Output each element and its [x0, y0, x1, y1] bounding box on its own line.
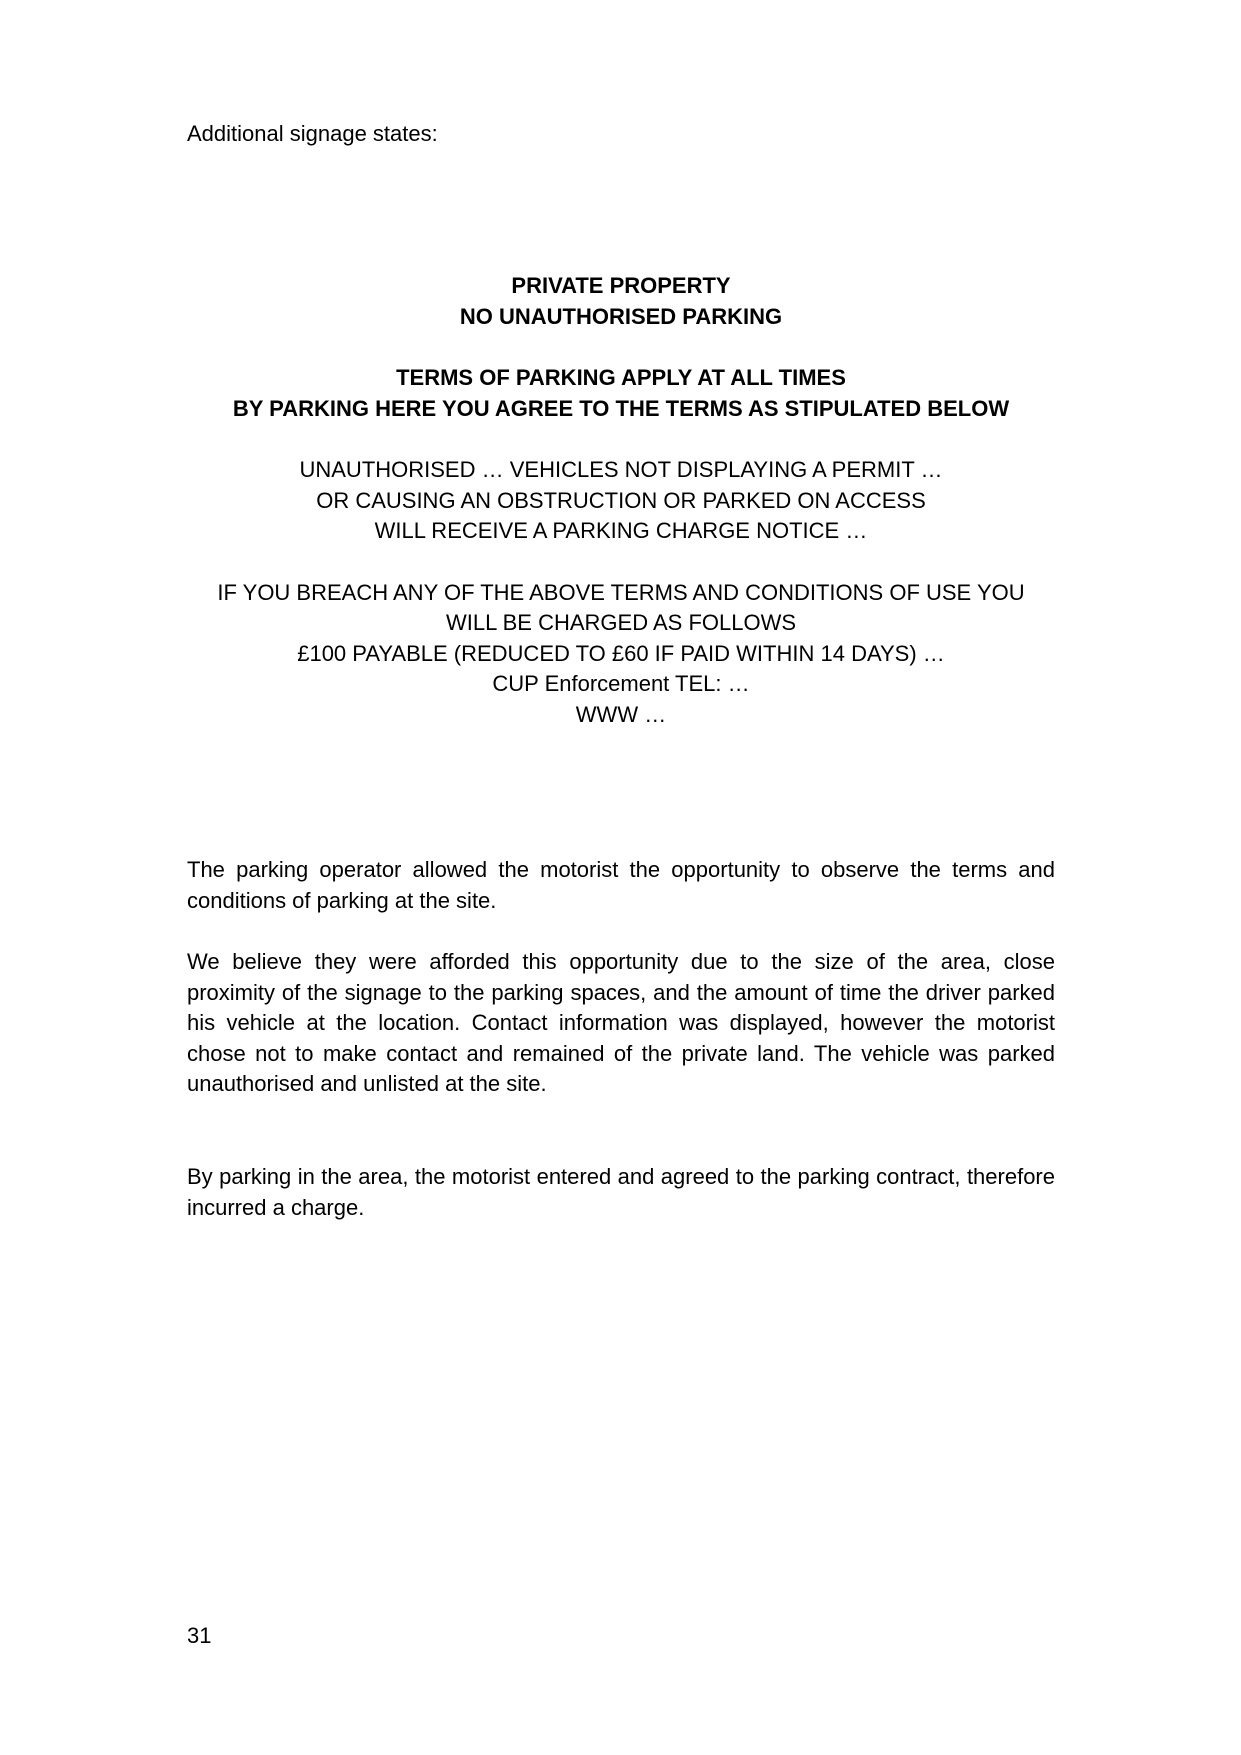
sign-notice-line-3: WILL RECEIVE A PARKING CHARGE NOTICE …: [374, 518, 868, 543]
sign-terms-line-1: TERMS OF PARKING APPLY AT ALL TIMES: [396, 365, 846, 390]
paragraph-contract-agreement: By parking in the area, the motorist entered and agreed to the parking contract, therefore incurred a charge.: [187, 1164, 1055, 1220]
sign-spacer: [187, 547, 1055, 578]
sign-spacer: [187, 424, 1055, 455]
sign-heading-line-1: PRIVATE PROPERTY: [511, 273, 731, 298]
sign-charge-line-3: £100 PAYABLE (REDUCED TO £60 IF PAID WITHIN 14 DAYS) …: [297, 640, 945, 666]
sign-charge-line-5: WWW …: [575, 701, 667, 727]
sign-charge-line-2: WILL BE CHARGED AS FOLLOWS: [445, 610, 797, 635]
signage-text-block: [187, 271, 1055, 730]
sign-notice-line-1: UNAUTHORISED … VEHICLES NOT DISPLAYING A PERMIT …: [299, 457, 943, 482]
page-number: 31: [187, 1623, 212, 1648]
sign-terms-line-2: BY PARKING HERE YOU AGREE TO THE TERMS AS STIPULATED BELOW: [232, 395, 1010, 421]
sign-spacer: [187, 332, 1055, 363]
sign-charge-line-1: IF YOU BREACH ANY OF THE ABOVE TERMS AND CONDITIONS OF USE YOU: [217, 579, 1025, 605]
intro-text: Additional signage states:: [187, 121, 438, 146]
paragraph-signage-proximity: We believe they were afforded this opportunity due to the size of the area, close proximity of the signage to the parking spaces, and the amount of time the driver parked his vehicle at the location. Contact information was displayed, however the motorist chose not to make contact and remained of the private land. The vehicle was parked unauthorised and unlisted at the site.: [187, 949, 1055, 1096]
sign-charge-line-4: CUP Enforcement TEL: …: [492, 671, 750, 696]
sign-heading-line-2: NO UNAUTHORISED PARKING: [459, 303, 783, 329]
sign-notice-line-2: OR CAUSING AN OBSTRUCTION OR PARKED ON ACCESS: [316, 487, 926, 513]
paragraph-operator-opportunity: The parking operator allowed the motorist the opportunity to observe the terms and conditions of parking at the site.: [187, 857, 1055, 913]
